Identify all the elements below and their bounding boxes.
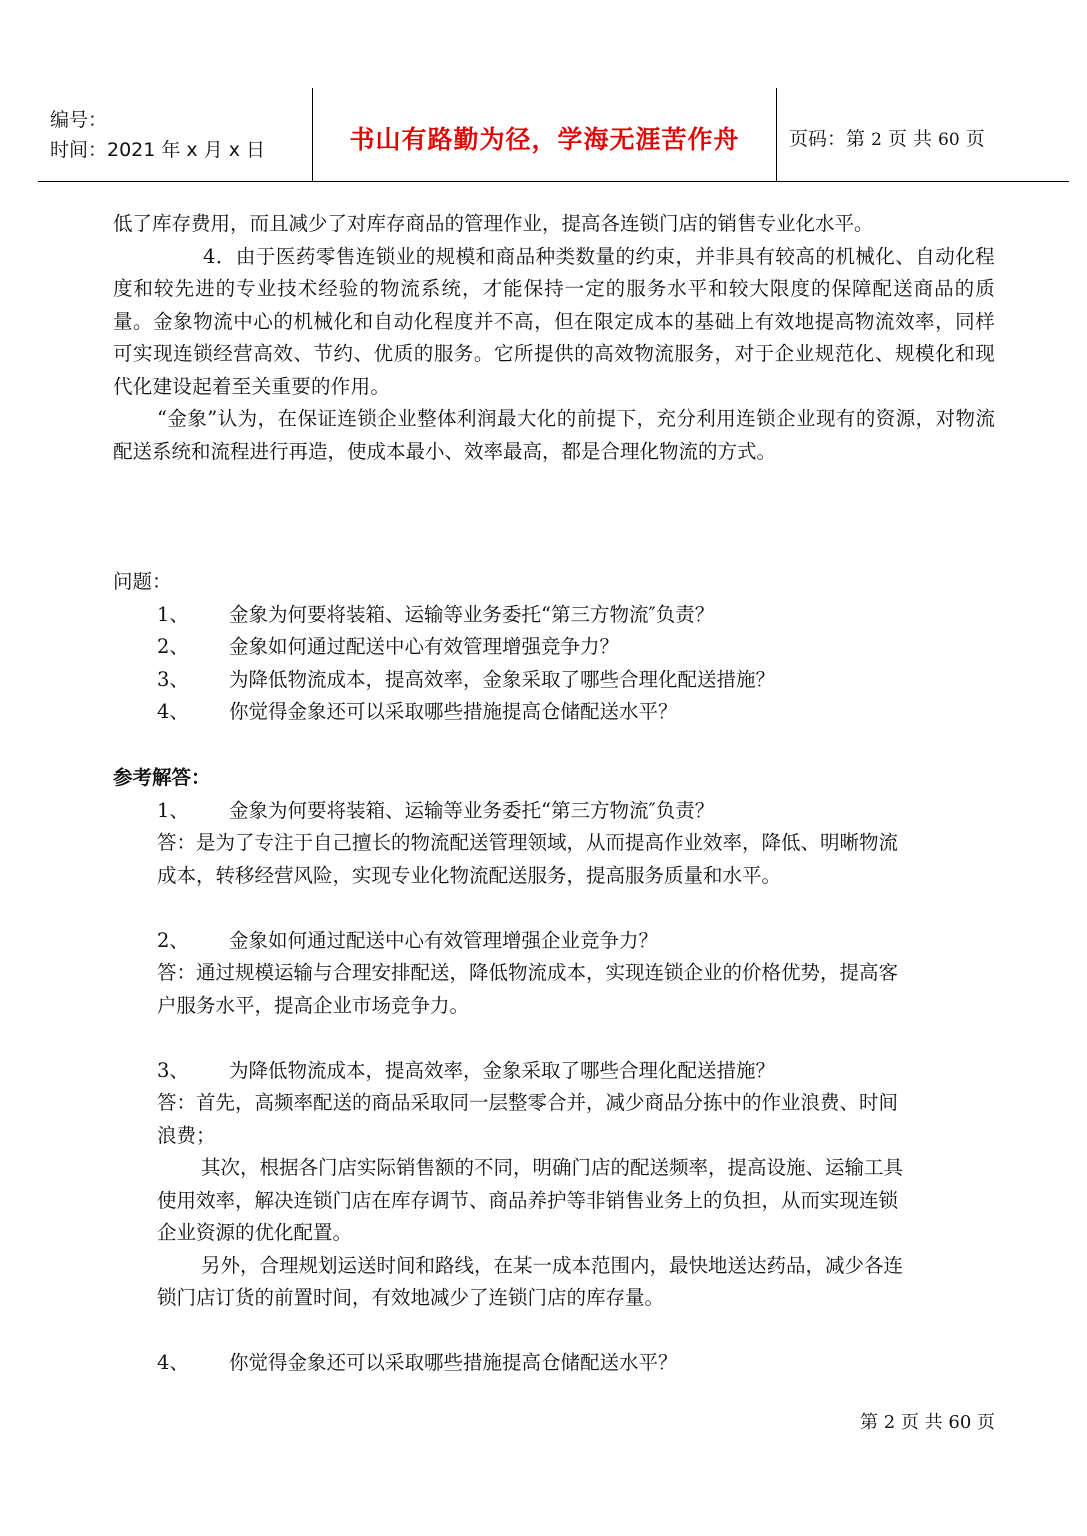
doc-date-label: 时间：2021 年 x 月 x 日 [50,138,266,161]
answer-question-number: 2、 [157,928,189,952]
answer-3-line-2: 浪费； [157,1123,216,1147]
answer-question-number: 3、 [157,1058,189,1082]
answer-question-number: 4、 [157,1351,189,1374]
answers-title: 参考解答： [113,766,211,789]
answer-3-para3-line-1: 另外，合理规划运送时间和路线，在某一成本范围内，最快地送达药品，减少各连 [201,1253,904,1277]
page-header [38,88,1069,182]
question-text: 金象如何通过配送中心有效管理增强竞争力？ [229,635,620,658]
question-text: 金象为何要将装箱、运输等业务委托“第三方物流″负责？ [229,602,715,626]
answer-question-2 [113,925,995,958]
page-mid: 页 共 [887,128,932,150]
answer-question-1 [113,795,995,828]
answer-question-text: 金象如何通过配送中心有效管理增强企业竞争力？ [229,928,659,952]
question-number: 1、 [157,602,189,626]
question-text: 你觉得金象还可以采取哪些措施提高仓储配送水平？ [229,700,678,723]
answer-question-3 [113,1055,995,1088]
question-item [113,696,995,729]
question-item [113,631,995,664]
answer-question-text: 为降低物流成本，提高效率，金象采取了哪些合理化配送措施？ [229,1058,776,1082]
page-total: 60 [938,130,960,150]
answer-3-para2-line-3: 企业资源的优化配置。 [157,1221,353,1244]
answer-question-text: 你觉得金象还可以采取哪些措施提高仓储配送水平？ [229,1351,678,1374]
answer-1-line-1: 答：是为了专注于自己擅长的物流配送管理领域，从而提高作业效率，降低、明晰物流 [157,831,899,854]
intro-section [113,208,995,468]
answer-3-line-1: 答：首先，高频率配送的商品采取同一层整零合并，减少商品分拣中的作业浪费、时间 [157,1091,899,1114]
header-meta [38,88,313,182]
intro-line-1: 低了库存费用，而且减少了对库存商品的管理作业，提高各连锁门店的销售专业化水平。 [113,212,874,235]
page-current: 2 [871,130,882,150]
page-end: 页 [965,128,985,150]
answer-3-para3-line-2: 锁门店订货的前置时间，有效地减少了连锁门店的库存量。 [157,1286,665,1309]
question-number: 3、 [157,667,189,691]
intro-paragraph-4: 4．由于医药零售连锁业的规模和商品种类数量的约束，并非具有较高的机械化、自动化程度和较先进的专业技术经验的物流系统，才能保持一定的服务水平和较大限度的保障配送商品的质量。金象物流中心的机械化和自动化程度并不高，但在限定成本的基础上有效地提高物流效率，同样可实现连锁经营高效、节约、优质的服务。它所提供的高效物流服务，对于企业规范化、规模化和现代化建设起着至关重要的作用。 [113,244,995,398]
answer-question-number: 1、 [157,798,189,822]
page-footer: 第 2 页 共 60 页 [860,1412,995,1433]
page-label: 页码：第 [789,128,866,150]
question-text: 为降低物流成本，提高效率，金象采取了哪些合理化配送措施？ [229,667,776,691]
answer-question-4 [113,1347,995,1380]
question-item [113,599,995,632]
doc-number-label: 编号： [50,108,108,131]
answer-2-line-2: 户服务水平，提高企业市场竞争力。 [157,993,470,1017]
answer-question-text: 金象为何要将装箱、运输等业务委托“第三方物流″负责？ [229,798,715,822]
questions-title: 问题： [113,570,172,593]
header-motto: 书山有路勤为径，学海无涯苦作舟 [313,88,777,182]
answer-1-line-2: 成本，转移经营风险，实现专业化物流配送服务，提高服务质量和水平。 [157,863,782,887]
answers-section [113,762,995,1380]
answer-3-para2-line-1: 其次，根据各门店实际销售额的不同，明确门店的配送频率，提高设施、运输工具 [201,1156,904,1179]
answer-2-line-1: 答：通过规模运输与合理安排配送，降低物流成本，实现连锁企业的价格优势，提高客 [157,961,899,984]
questions-section [113,566,995,729]
intro-paragraph-5: “金象”认为，在保证连锁企业整体利润最大化的前提下，充分利用连锁企业现有的资源，对物流配送系统和流程进行再造，使成本最小、效率最高，都是合理化物流的方式。 [113,407,995,463]
answer-3-para2-line-2: 使用效率，解决连锁门店在库存调节、商品养护等非销售业务上的负担，从而实现连锁 [157,1188,899,1212]
question-number: 4、 [157,700,189,723]
header-page-info [777,88,1070,182]
question-number: 2、 [157,635,189,658]
question-item [113,664,995,697]
